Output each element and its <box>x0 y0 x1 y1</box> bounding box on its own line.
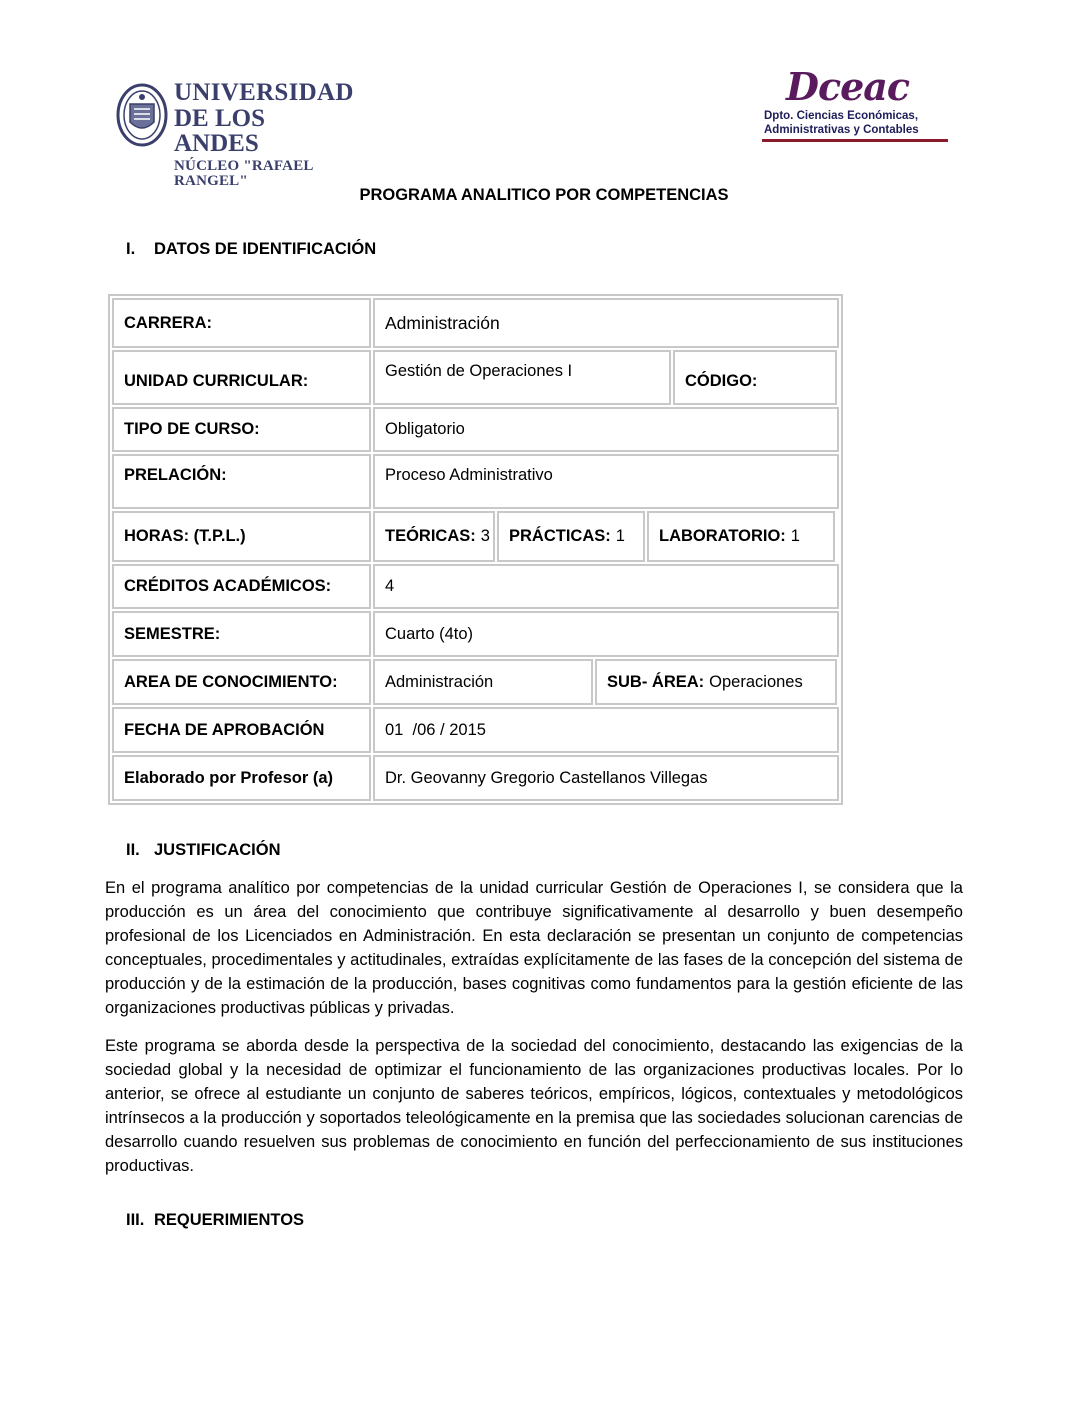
practicas-label: PRÁCTICAS: <box>509 527 611 545</box>
section-number: II. <box>126 841 140 859</box>
section-title: JUSTIFICACIÓN <box>154 841 281 859</box>
section-number: III. <box>126 1211 145 1229</box>
teoricas-label: TEÓRICAS: <box>385 527 476 545</box>
unidad-label: UNIDAD CURRICULAR: <box>112 350 371 405</box>
subarea-value: Operaciones <box>709 672 803 691</box>
tipo-value: Obligatorio <box>373 407 839 452</box>
dceac-subtitle-line1: Dpto. Ciencias Económicas, <box>764 110 919 122</box>
ula-nucleo: NÚCLEO "RAFAEL RANGEL" <box>174 158 313 189</box>
ula-name-line2: DE LOS ANDES <box>174 105 266 157</box>
area-label: AREA DE CONOCIMIENTO: <box>112 659 371 705</box>
unidad-value: Gestión de Operaciones I <box>373 350 671 405</box>
table-row-prelacion <box>111 453 840 510</box>
section-heading-requerimientos <box>126 1211 304 1230</box>
semestre-value: Cuarto (4to) <box>373 611 839 657</box>
ula-logo <box>116 78 354 189</box>
dceac-logo <box>762 64 952 150</box>
section-heading-justificacion <box>126 841 281 860</box>
creditos-label: CRÉDITOS ACADÉMICOS: <box>112 564 371 609</box>
table-row-unidad <box>111 349 840 406</box>
justificacion-paragraph-1: En el programa analítico por competencias de la unidad curricular Gestión de Operaciones I, se considera que la producción es un área del conocimiento que contribuye significativamente al desarrollo y buen desempeño profesional de los Licenciados en Administración. En esta declaración se presentan un conjunto de competencias conceptuales, procedimentales y actitudinales, extraídas explícitamente de las fases de la concepción del sistema de producción y de la estimación de la producción, bases cognitivas como fundamentos para la gestión eficiente de las organizaciones productivas públicas y privadas. <box>105 879 963 1017</box>
prelacion-value: Proceso Administrativo <box>373 454 839 509</box>
carrera-value: Administración <box>373 298 839 348</box>
table-row-area <box>111 658 840 706</box>
section-title: DATOS DE IDENTIFICACIÓN <box>154 240 377 258</box>
laboratorio-cell <box>647 511 835 562</box>
prelacion-label: PRELACIÓN: <box>112 454 371 509</box>
justificacion-paragraph-2: Este programa se aborda desde la perspectiva de la sociedad del conocimiento, destacando las exigencias de la sociedad global y la necesidad de optimizar el funcionamiento de las organizaciones productivas locales. Por lo anterior, se ofrece al estudiante un conjunto de saberes teóricos, empíricos, lógicos, contextuales y metodológicos intrínsecos a la producción y soportados teleológicamente en la premisa que las sociedades solucionan carencias de desarrollo cuando resuelven sus problemas de conocimiento en función del perfeccionamiento de sus instituciones productivas. <box>105 1037 963 1175</box>
table-row-horas <box>111 510 840 563</box>
section-number: I. <box>126 240 136 258</box>
teoricas-cell <box>373 511 495 562</box>
tipo-label: TIPO DE CURSO: <box>112 407 371 452</box>
dceac-underline <box>762 139 948 142</box>
semestre-label: SEMESTRE: <box>112 611 371 657</box>
profesor-label: Elaborado por Profesor (a) <box>112 755 371 801</box>
creditos-value: 4 <box>373 564 839 609</box>
section-heading-datos <box>126 240 376 259</box>
subarea-cell <box>595 659 837 705</box>
teoricas-value: 3 <box>480 527 490 545</box>
dceac-wordmark: Dceac <box>786 64 910 109</box>
identification-table <box>108 294 843 805</box>
codigo-label: CÓDIGO: <box>673 350 837 405</box>
practicas-value: 1 <box>615 527 625 545</box>
profesor-value: Dr. Geovanny Gregorio Castellanos Villegas <box>373 755 839 801</box>
horas-label: HORAS: (T.P.L.) <box>112 511 371 562</box>
ula-seal-icon <box>116 82 168 148</box>
table-row-semestre <box>111 610 840 658</box>
table-row-profesor <box>111 754 840 802</box>
area-value: Administración <box>373 659 593 705</box>
table-row-fecha <box>111 706 840 754</box>
ula-name-line1: UNIVERSIDAD <box>174 79 354 106</box>
laboratorio-label: LABORATORIO: <box>659 527 786 545</box>
fecha-label: FECHA DE APROBACIÓN <box>112 707 371 753</box>
table-row-carrera <box>111 297 840 349</box>
practicas-cell <box>497 511 645 562</box>
fecha-value: 01 /06 / 2015 <box>373 707 839 753</box>
laboratorio-value: 1 <box>790 527 800 545</box>
dceac-subtitle-line2: Administrativas y Contables <box>764 124 919 136</box>
table-row-tipo <box>111 406 840 453</box>
section-title: REQUERIMIENTOS <box>154 1211 305 1229</box>
table-row-creditos <box>111 563 840 610</box>
carrera-label: CARRERA: <box>112 298 371 348</box>
subarea-label: SUB- ÁREA: <box>607 672 705 691</box>
document-title: PROGRAMA ANALITICO POR COMPETENCIAS <box>359 186 729 204</box>
